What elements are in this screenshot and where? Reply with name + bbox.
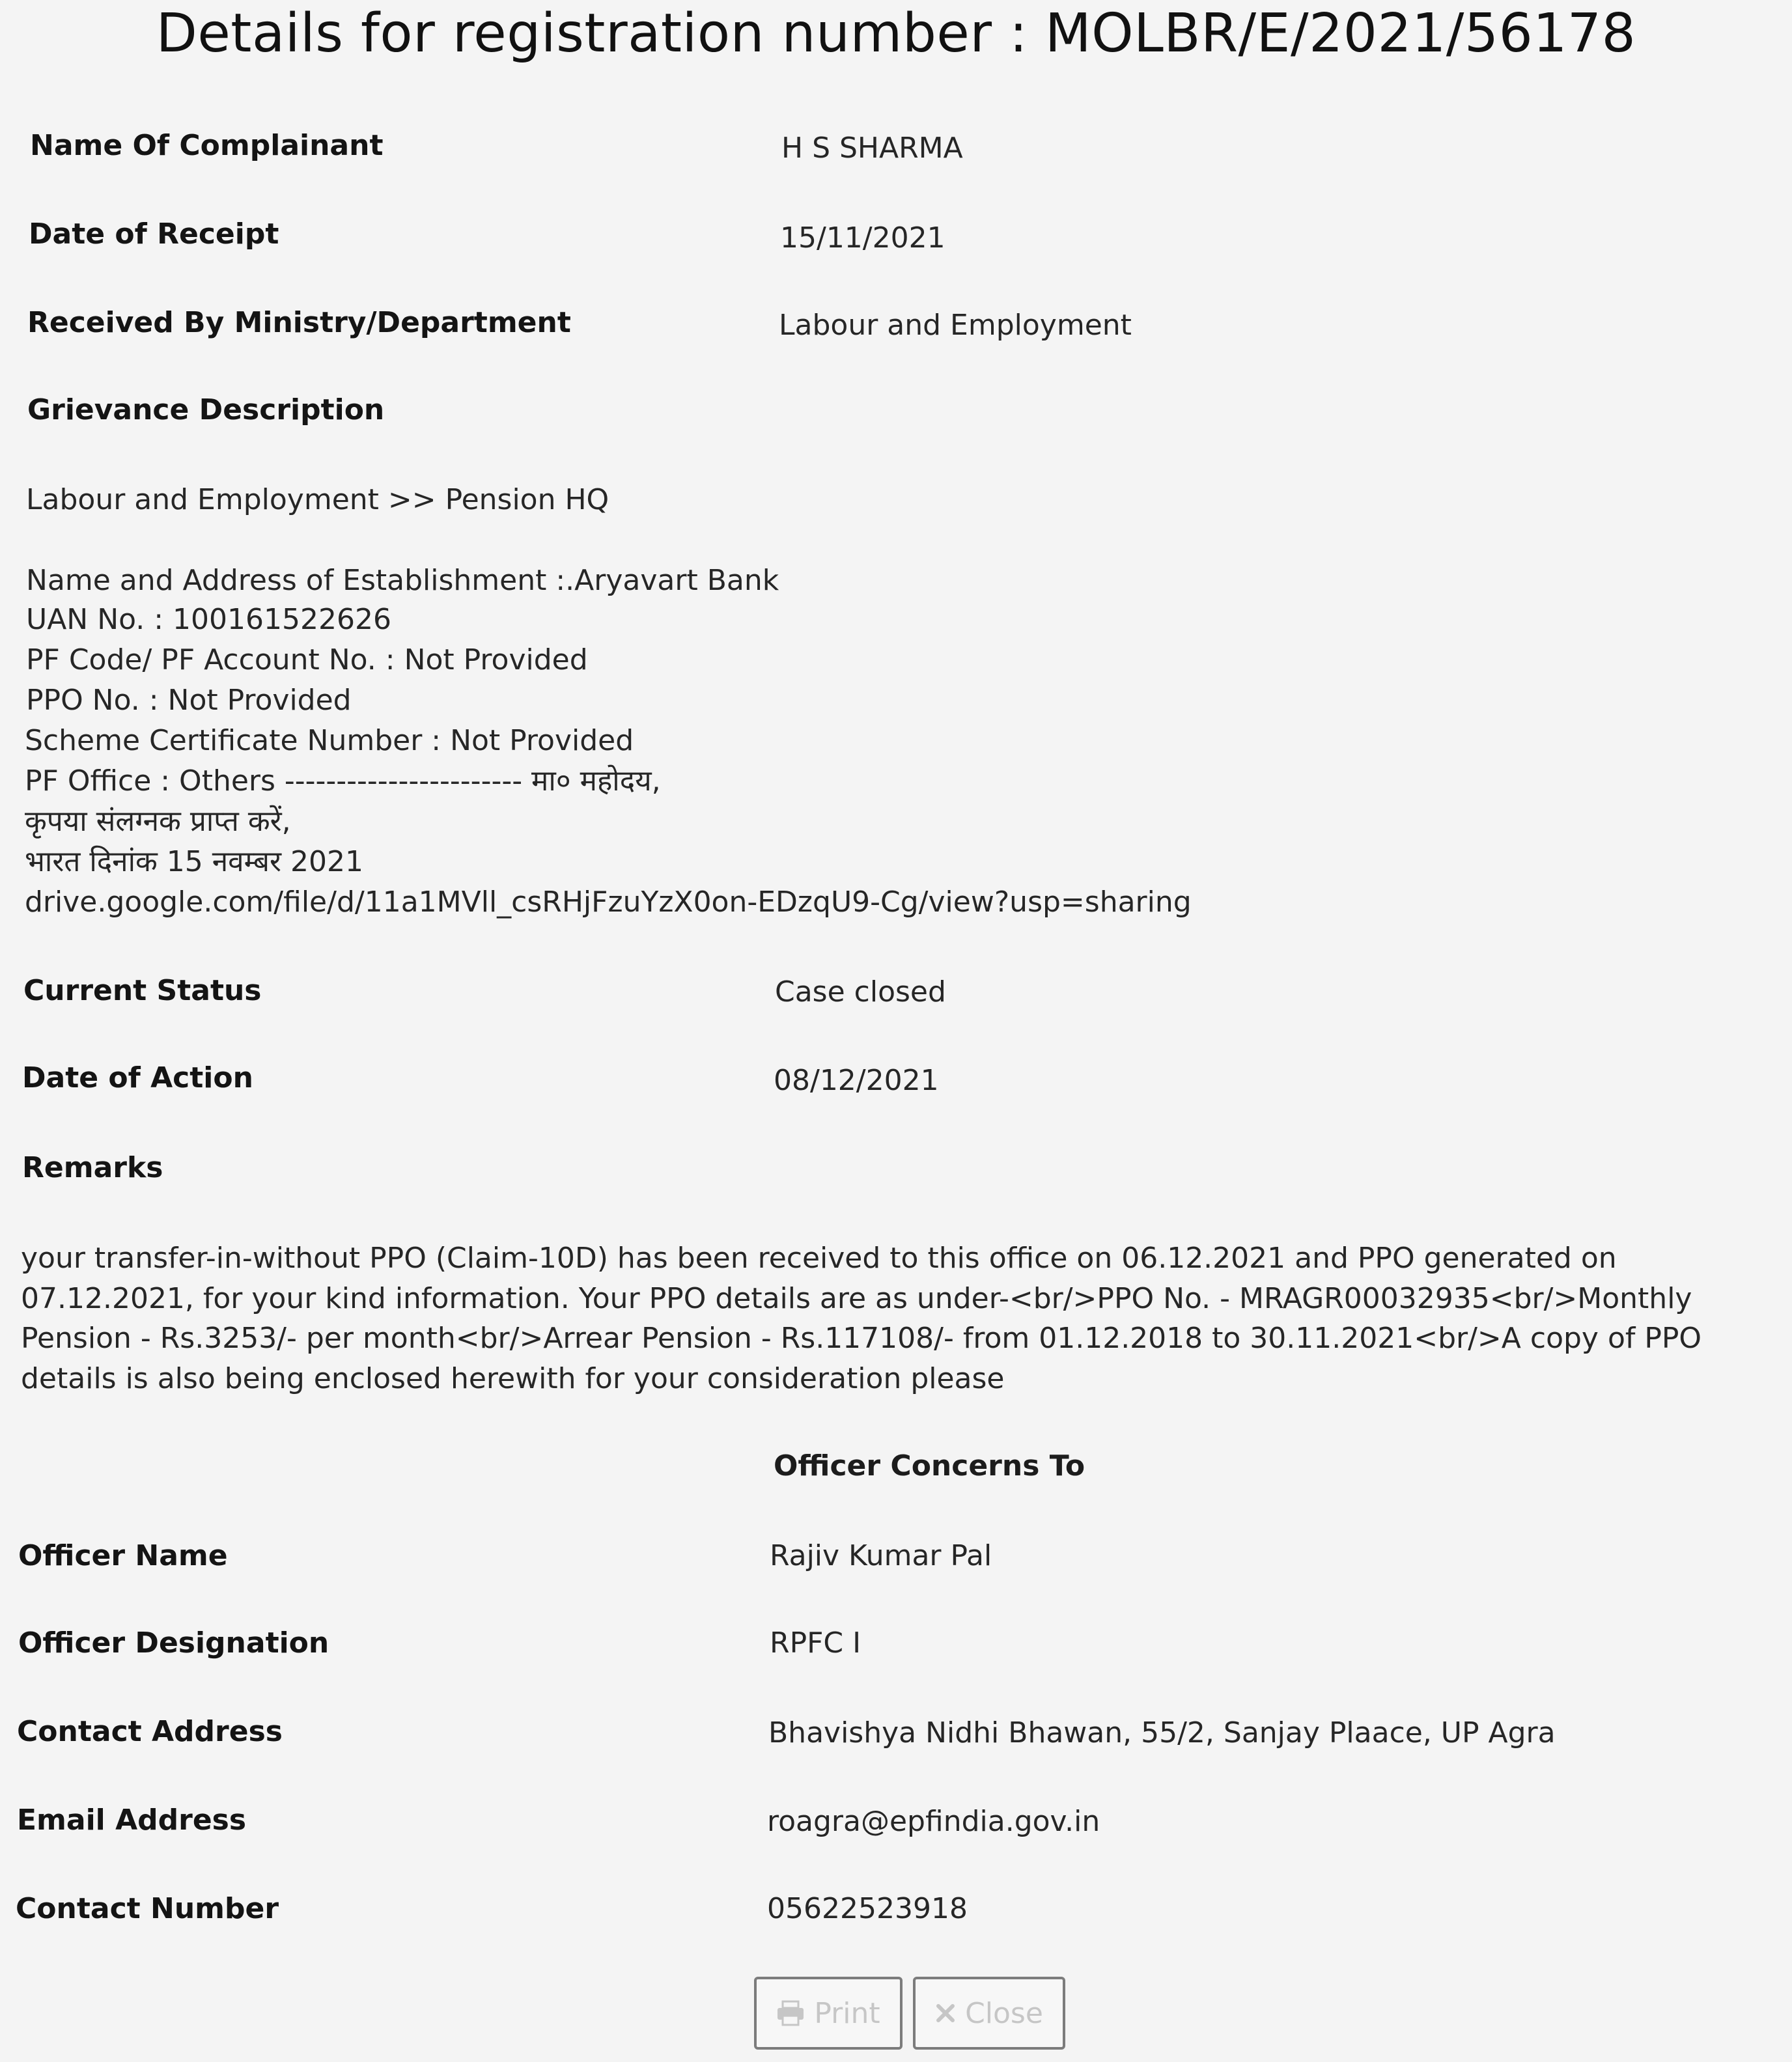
officer-designation-value: RPFC I xyxy=(770,1626,861,1660)
complainant-label: Name Of Complainant xyxy=(30,129,384,162)
email-label: Email Address xyxy=(17,1804,247,1837)
action-date-value: 08/12/2021 xyxy=(774,1064,939,1097)
contact-number-label: Contact Number xyxy=(16,1892,279,1925)
hindi-line-2: भारत दिनांक 15 नवम्बर 2021 xyxy=(25,845,363,878)
pf-office-line: PF Office : Others ----------------------- मा० महोदय, xyxy=(25,764,661,798)
officer-designation-label: Officer Designation xyxy=(18,1626,329,1660)
status-label: Current Status xyxy=(23,974,262,1007)
scheme-line: Scheme Certificate Number : Not Provided xyxy=(25,724,634,757)
uan-line: UAN No. : 100161522626 xyxy=(26,603,391,636)
remarks-label: Remarks xyxy=(22,1151,163,1184)
grievance-label: Grievance Description xyxy=(27,393,385,426)
establishment-line: Name and Address of Establishment :.Aryavart Bank xyxy=(26,564,779,597)
page-title: Details for registration number : MOLBR/E/2021/56178 xyxy=(156,3,1636,64)
drive-link: drive.google.com/file/d/11a1MVll_csRHjFzuYzX0on-EDzqU9-Cg/view?usp=sharing xyxy=(25,885,1192,919)
close-label: Close xyxy=(965,1996,1043,2030)
print-icon xyxy=(776,2000,805,2026)
email-value: roagra@epfindia.gov.in xyxy=(767,1805,1100,1838)
contact-address-value: Bhavishya Nidhi Bhawan, 55/2, Sanjay Plaace, UP Agra xyxy=(768,1716,1556,1749)
hindi-line-1: कृपया संलग्नक प्राप्त करें, xyxy=(25,805,291,838)
print-label: Print xyxy=(814,1996,880,2030)
remarks-text: your transfer-in-without PPO (Claim-10D) has been received to this office on 06.12.2021 and PPO generated on 07.12.2021, for your kind information. Your PPO details are as under-<br/>PPO No. - MRAGR00032935<br/>Monthly Pension - Rs.3253/- per month<br/>Arrear Pension - Rs.117108/- from 01.12.2018 to 30.11.2021<br/>A copy of PPO details is also being enclosed herewith for your consideration please xyxy=(21,1242,1711,1395)
receipt-date-value: 15/11/2021 xyxy=(780,221,945,255)
ministry-label: Received By Ministry/Department xyxy=(27,306,571,339)
contact-address-label: Contact Address xyxy=(17,1715,283,1748)
ministry-value: Labour and Employment xyxy=(779,309,1132,342)
grievance-category: Labour and Employment >> Pension HQ xyxy=(26,483,609,516)
complainant-value: H S SHARMA xyxy=(781,132,963,165)
close-icon xyxy=(935,2003,956,2024)
contact-number-value: 05622523918 xyxy=(767,1892,968,1925)
print-button[interactable] xyxy=(754,1977,903,2050)
officer-heading: Officer Concerns To xyxy=(774,1449,1085,1483)
officer-name-value: Rajiv Kumar Pal xyxy=(770,1539,992,1572)
receipt-date-label: Date of Receipt xyxy=(29,217,279,251)
close-button[interactable] xyxy=(913,1977,1065,2050)
action-date-label: Date of Action xyxy=(22,1061,253,1094)
status-value: Case closed xyxy=(775,975,946,1009)
pf-code-line: PF Code/ PF Account No. : Not Provided xyxy=(26,643,588,676)
officer-name-label: Officer Name xyxy=(18,1539,228,1572)
ppo-line: PPO No. : Not Provided xyxy=(26,684,352,717)
